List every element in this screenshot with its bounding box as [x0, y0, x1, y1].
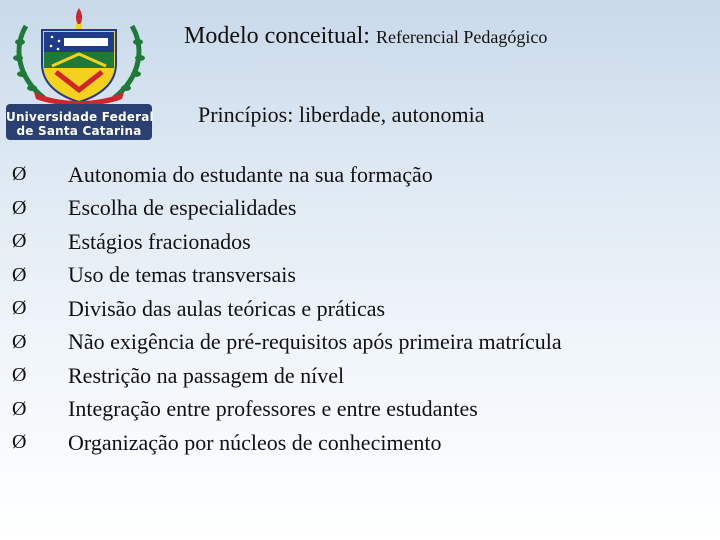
bullet-item: [8, 259, 562, 293]
bullet-text: Divisão das aulas teóricas e práticas: [68, 295, 386, 321]
arrow-bullet-icon: Ø: [12, 196, 27, 219]
slide-title-main: Modelo conceitual:: [184, 23, 370, 49]
bullet-item: [8, 292, 562, 326]
slide-subtitle: Princípios: liberdade, autonomia: [198, 102, 485, 127]
bullet-item: [8, 326, 562, 360]
arrow-bullet-icon: Ø: [12, 297, 27, 320]
slide-title-small: Referencial Pedagógico: [375, 27, 548, 47]
bullet-item: [8, 359, 562, 393]
bullet-item: [8, 158, 562, 192]
bullet-text: Uso de temas transversais: [68, 262, 296, 288]
arrow-bullet-icon: Ø: [12, 230, 27, 253]
bullet-text: Estágios fracionados: [68, 228, 251, 254]
bullet-text: Restrição na passagem de nível: [68, 362, 345, 388]
arrow-bullet-icon: Ø: [12, 263, 27, 286]
bullet-text: Escolha de especialidades: [68, 195, 297, 221]
arrow-bullet-icon: Ø: [12, 163, 27, 186]
arrow-bullet-icon: Ø: [12, 364, 27, 387]
arrow-bullet-icon: Ø: [12, 397, 27, 420]
bullet-item: [8, 225, 562, 259]
bullet-item: [8, 393, 562, 427]
logo-text-line1: Universidade Federal: [6, 110, 154, 124]
bullet-text: Organização por núcleos de conhecimento: [68, 429, 442, 455]
bullet-text: Integração entre professores e entre estudantes: [68, 396, 478, 422]
bullet-list: [8, 158, 562, 460]
ufsc-crest-icon: [4, 6, 154, 106]
bullet-item: [8, 426, 562, 460]
bullet-text: Autonomia do estudante na sua formação: [68, 161, 433, 187]
slide-title: [184, 24, 547, 48]
logo-text-line2: de Santa Catarina: [16, 124, 142, 138]
arrow-bullet-icon: Ø: [12, 330, 27, 353]
bullet-item: [8, 192, 562, 226]
ufsc-logo: [4, 6, 154, 138]
arrow-bullet-icon: Ø: [12, 431, 27, 454]
bullet-text: Não exigência de pré-requisitos após primeira matrícula: [68, 329, 562, 355]
